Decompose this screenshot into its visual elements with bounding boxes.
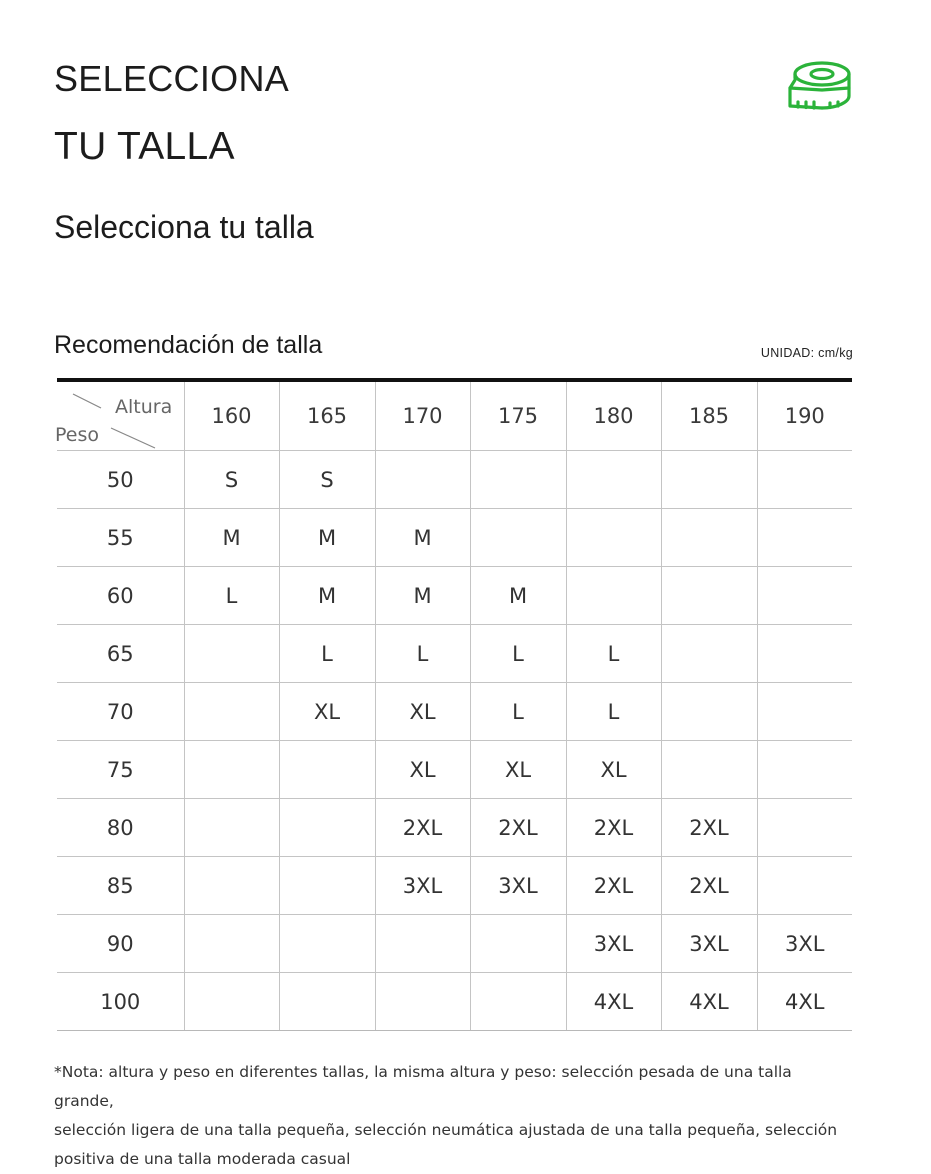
table-row xyxy=(57,567,852,625)
table-header-row xyxy=(57,380,852,451)
size-cell: L xyxy=(470,683,566,741)
row-weight: 70 xyxy=(57,683,184,741)
size-cell xyxy=(757,567,852,625)
footnote-line: *Nota: altura y peso en diferentes tallas, la misma altura y peso: selección pesada de una talla grande, xyxy=(54,1063,792,1110)
size-cell xyxy=(757,451,852,509)
size-cell: M xyxy=(184,509,279,567)
size-cell xyxy=(375,451,470,509)
page-title-line2: TU TALLA xyxy=(54,125,235,168)
size-cell: 4XL xyxy=(757,973,852,1031)
size-cell: L xyxy=(566,683,661,741)
table-row xyxy=(57,625,852,683)
size-cell xyxy=(184,799,279,857)
corner-label-peso: Peso xyxy=(55,424,99,446)
row-weight: 85 xyxy=(57,857,184,915)
size-cell xyxy=(661,509,757,567)
size-cell: S xyxy=(184,451,279,509)
size-cell xyxy=(566,451,661,509)
header-height-175: 175 xyxy=(470,380,566,451)
size-cell xyxy=(661,451,757,509)
size-cell xyxy=(470,973,566,1031)
size-cell: L xyxy=(375,625,470,683)
size-cell xyxy=(279,915,375,973)
header-height-160: 160 xyxy=(184,380,279,451)
size-cell xyxy=(184,625,279,683)
size-cell xyxy=(470,509,566,567)
row-weight: 50 xyxy=(57,451,184,509)
table-row xyxy=(57,799,852,857)
table-row xyxy=(57,973,852,1031)
size-cell xyxy=(470,451,566,509)
size-cell xyxy=(566,509,661,567)
size-cell: 4XL xyxy=(661,973,757,1031)
size-cell xyxy=(757,799,852,857)
table-row xyxy=(57,451,852,509)
size-cell: XL xyxy=(375,741,470,799)
unit-label: UNIDAD: cm/kg xyxy=(760,346,853,360)
table-row xyxy=(57,509,852,567)
size-cell: M xyxy=(279,567,375,625)
size-cell: 2XL xyxy=(375,799,470,857)
footnote-line: positiva de una talla moderada casual xyxy=(54,1150,351,1168)
size-cell xyxy=(184,973,279,1031)
size-cell: S xyxy=(279,451,375,509)
size-cell: M xyxy=(279,509,375,567)
size-cell: 3XL xyxy=(566,915,661,973)
size-cell xyxy=(757,625,852,683)
row-weight: 65 xyxy=(57,625,184,683)
size-cell xyxy=(661,625,757,683)
size-cell: M xyxy=(375,509,470,567)
size-cell xyxy=(279,799,375,857)
size-cell: L xyxy=(566,625,661,683)
table-row xyxy=(57,683,852,741)
size-cell: 3XL xyxy=(661,915,757,973)
size-cell xyxy=(566,567,661,625)
size-cell xyxy=(279,741,375,799)
size-table xyxy=(57,378,852,1031)
size-cell xyxy=(184,915,279,973)
row-weight: 55 xyxy=(57,509,184,567)
page-title-line1: SELECCIONA xyxy=(54,58,290,99)
size-cell: M xyxy=(375,567,470,625)
header-height-185: 185 xyxy=(661,380,757,451)
size-cell: 2XL xyxy=(661,857,757,915)
size-cell: 2XL xyxy=(661,799,757,857)
size-cell xyxy=(757,857,852,915)
size-cell xyxy=(661,741,757,799)
size-cell: 4XL xyxy=(566,973,661,1031)
size-cell xyxy=(757,741,852,799)
size-cell xyxy=(375,973,470,1031)
row-weight: 75 xyxy=(57,741,184,799)
table-row xyxy=(57,741,852,799)
size-cell xyxy=(184,683,279,741)
size-cell xyxy=(757,683,852,741)
size-cell xyxy=(279,857,375,915)
header-height-180: 180 xyxy=(566,380,661,451)
size-cell xyxy=(661,683,757,741)
table-corner-cell xyxy=(57,380,184,451)
size-cell xyxy=(184,857,279,915)
size-cell: L xyxy=(184,567,279,625)
size-cell xyxy=(375,915,470,973)
footnote xyxy=(54,1058,844,1174)
recommendation-title: Recomendación de talla xyxy=(54,331,323,359)
size-cell xyxy=(661,567,757,625)
size-cell xyxy=(757,509,852,567)
size-cell: 3XL xyxy=(470,857,566,915)
row-weight: 100 xyxy=(57,973,184,1031)
size-cell: L xyxy=(279,625,375,683)
header-height-165: 165 xyxy=(279,380,375,451)
footnote-line: selección ligera de una talla pequeña, selección neumática ajustada de una talla pequeña, selección xyxy=(54,1121,838,1139)
table-row xyxy=(57,915,852,973)
row-weight: 60 xyxy=(57,567,184,625)
size-cell: XL xyxy=(470,741,566,799)
size-cell: XL xyxy=(566,741,661,799)
size-cell: 2XL xyxy=(566,857,661,915)
size-cell: 2XL xyxy=(566,799,661,857)
size-cell: L xyxy=(470,625,566,683)
size-cell: XL xyxy=(375,683,470,741)
size-cell xyxy=(279,973,375,1031)
header-height-190: 190 xyxy=(757,380,852,451)
corner-label-altura: Altura xyxy=(115,396,173,418)
row-weight: 80 xyxy=(57,799,184,857)
size-cell xyxy=(470,915,566,973)
page-subtitle: Selecciona tu talla xyxy=(54,209,314,245)
header-height-170: 170 xyxy=(375,380,470,451)
row-weight: 90 xyxy=(57,915,184,973)
size-cell: XL xyxy=(279,683,375,741)
size-cell: 2XL xyxy=(470,799,566,857)
measuring-tape-icon xyxy=(786,58,854,116)
size-cell: 3XL xyxy=(757,915,852,973)
size-cell: M xyxy=(470,567,566,625)
table-row xyxy=(57,857,852,915)
size-cell xyxy=(184,741,279,799)
size-cell: 3XL xyxy=(375,857,470,915)
